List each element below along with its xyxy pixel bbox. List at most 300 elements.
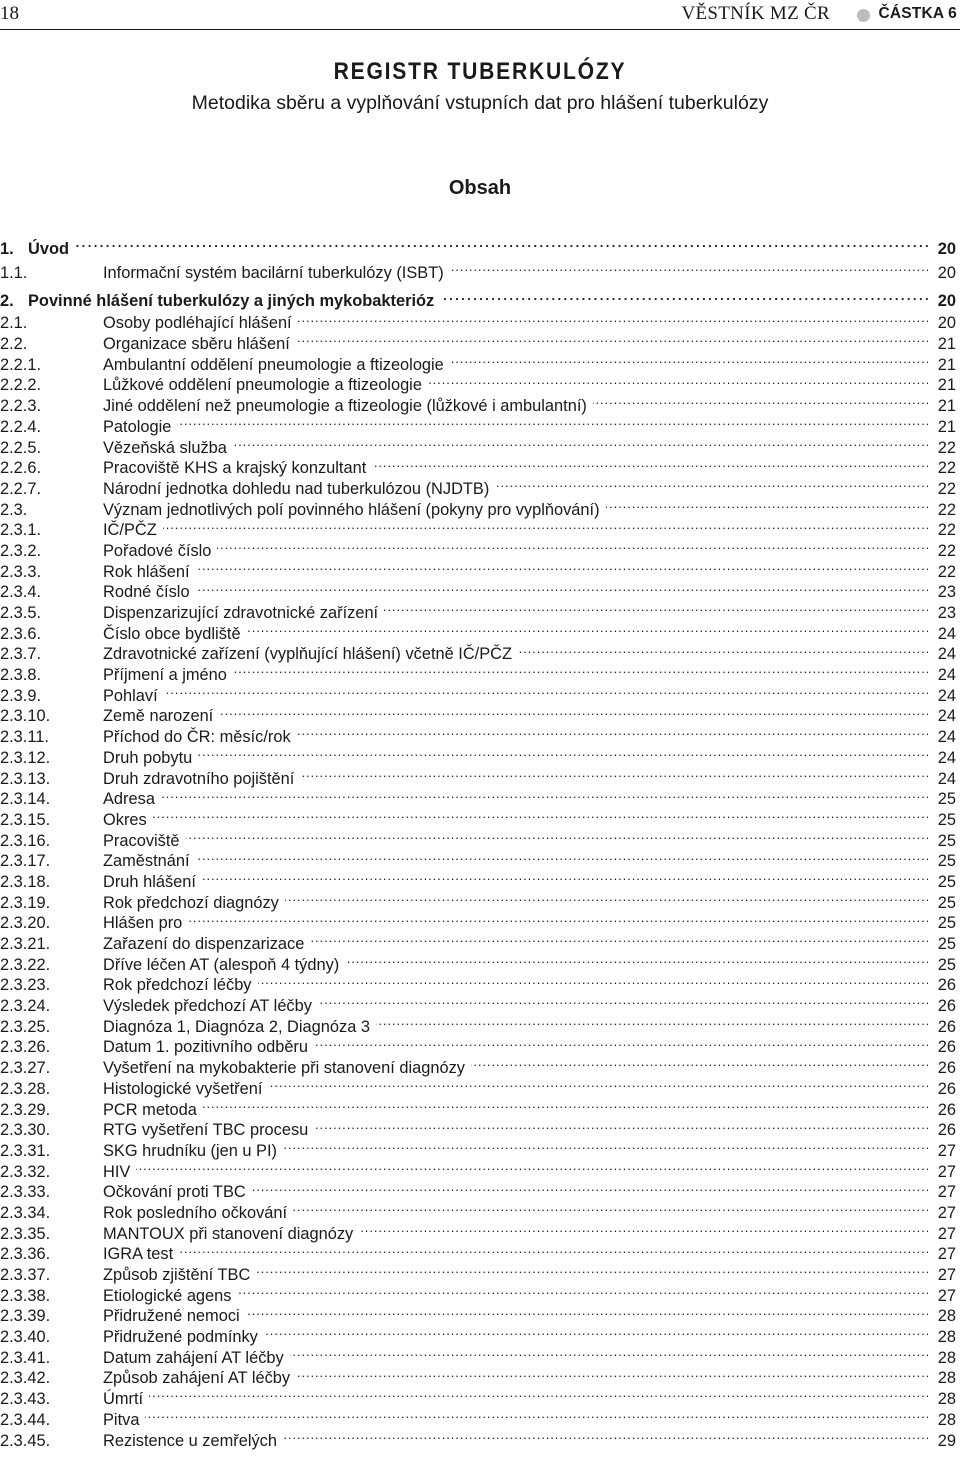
dot-leader xyxy=(252,1177,928,1198)
toc-entry-number: 2.3.8. xyxy=(0,666,42,685)
toc-entry-number: 2.3.16. xyxy=(0,831,51,850)
toc-entry-page: 28 xyxy=(937,1328,956,1347)
toc-entry-page: 27 xyxy=(937,1286,956,1305)
toc-entry-page: 25 xyxy=(937,810,956,829)
toc-entry-title: Význam jednotlivých polí povinného hlášení (pokyny pro vyplňování) xyxy=(103,500,600,519)
toc-entry-title: Způsob zahájení AT léčby xyxy=(103,1369,291,1388)
toc-entry-number: 2.2.7. xyxy=(0,479,42,498)
toc-entry[interactable] xyxy=(0,349,956,374)
toc-entry-title: Pořadové číslo xyxy=(103,541,212,560)
toc-entry-number: 2.3.31. xyxy=(0,1141,51,1160)
toc-entry-title: Hlášen pro xyxy=(103,914,183,933)
dot-leader xyxy=(217,535,928,556)
dot-leader xyxy=(372,453,928,474)
toc-entry-title: Patologie xyxy=(103,417,172,436)
toc-entry-title: Druh zdravotního pojištění xyxy=(103,769,295,788)
toc-entry-title: Osoby podléhající hlášení xyxy=(103,314,292,333)
toc-entry-number: 2.3.17. xyxy=(0,852,51,871)
toc-entry-number: 2.3.29. xyxy=(0,1100,51,1119)
toc-entry-title: Rok předchozí léčby xyxy=(103,976,252,995)
toc-entry-title: HIV xyxy=(103,1162,131,1181)
dot-leader xyxy=(450,257,928,278)
toc-entry-title: PCR metoda xyxy=(103,1100,197,1119)
toc-entry[interactable] xyxy=(0,970,956,995)
toc-entry-page: 25 xyxy=(937,831,956,850)
toc-entry[interactable] xyxy=(0,1280,956,1305)
toc-entry-page: 29 xyxy=(937,1431,956,1450)
toc-entry-title: Rodné číslo xyxy=(103,583,190,602)
toc-entry-number: 2.3. xyxy=(0,500,28,519)
table-of-contents xyxy=(0,233,956,1450)
toc-entry[interactable] xyxy=(0,1363,956,1388)
dot-leader xyxy=(606,494,928,515)
toc-entry-number: 2.3.1. xyxy=(0,521,42,540)
toc-entry-number: 2.3.33. xyxy=(0,1183,51,1202)
bullet-icon xyxy=(857,9,870,22)
dot-leader xyxy=(450,349,928,370)
toc-entry[interactable] xyxy=(0,1301,956,1326)
toc-entry-number: 2.3.22. xyxy=(0,955,51,974)
dot-leader xyxy=(296,328,928,349)
dot-leader xyxy=(163,515,928,536)
toc-entry-number: 2.3.5. xyxy=(0,604,42,622)
toc-entry-title: Okres xyxy=(103,810,147,829)
toc-entry-title: Zdravotnické zařízení (vyplňující hlášení) včetně IČ/PČZ xyxy=(103,645,513,664)
toc-entry-page: 21 xyxy=(937,335,956,354)
toc-entry-page: 24 xyxy=(937,666,956,685)
toc-entry[interactable] xyxy=(0,556,956,581)
toc-entry[interactable] xyxy=(0,1218,956,1243)
toc-entry[interactable] xyxy=(0,370,956,395)
dot-leader xyxy=(246,1301,928,1322)
toc-entry-page: 21 xyxy=(937,355,956,374)
toc-entry-page: 22 xyxy=(937,562,956,581)
dot-leader xyxy=(428,370,928,391)
toc-entry-title: Úvod xyxy=(28,239,69,258)
document-title: REGISTR TUBERKULÓZY xyxy=(333,58,627,85)
toc-entry-page: 25 xyxy=(937,935,956,953)
dot-leader xyxy=(440,286,928,307)
dot-leader xyxy=(164,680,928,701)
toc-entry[interactable] xyxy=(0,1052,956,1078)
document-subtitle: Metodika sběru a vyplňování vstupních dat pro hlášení tuberkulózy xyxy=(191,92,769,114)
toc-entry[interactable] xyxy=(0,1156,956,1181)
dot-leader xyxy=(318,990,928,1011)
dot-leader xyxy=(149,1383,928,1404)
dot-leader xyxy=(247,618,928,639)
toc-entry[interactable] xyxy=(0,1094,956,1119)
toc-entry[interactable] xyxy=(0,701,956,726)
toc-entry[interactable] xyxy=(0,597,956,622)
dot-leader xyxy=(314,1115,928,1136)
toc-entry-page: 22 xyxy=(937,541,956,560)
toc-entry[interactable] xyxy=(0,990,956,1016)
toc-entry-number: 2.3.34. xyxy=(0,1203,51,1222)
issue-label: ČÁSTKA 6 xyxy=(878,5,957,22)
toc-entry[interactable] xyxy=(0,1115,956,1140)
toc-entry[interactable] xyxy=(0,1239,956,1264)
toc-entry[interactable] xyxy=(0,473,956,498)
toc-entry-title: Lůžkové oddělení pneumologie a ftizeologie xyxy=(103,376,422,395)
toc-entry[interactable] xyxy=(0,1321,956,1347)
toc-entry-number: 2.3.39. xyxy=(0,1307,51,1326)
dot-leader xyxy=(290,1342,928,1363)
toc-entry-number: 2.3.6. xyxy=(0,624,42,643)
dot-leader xyxy=(518,639,928,660)
toc-entry-page: 24 xyxy=(937,624,956,643)
toc-entry-title: SKG hrudníku (jen u PI) xyxy=(103,1141,278,1160)
toc-entry-number: 2.3.18. xyxy=(0,872,51,891)
toc-entry-title: Vyšetření na mykobakterie při stanovení diagnózy xyxy=(103,1059,466,1078)
toc-entry[interactable] xyxy=(0,1383,956,1409)
toc-entry[interactable] xyxy=(0,453,956,478)
toc-entry-title: Organizace sběru hlášení xyxy=(103,335,290,354)
toc-entry-number: 2.3.7. xyxy=(0,645,42,664)
toc-entry[interactable] xyxy=(0,390,956,416)
toc-entry[interactable] xyxy=(0,257,956,282)
toc-entry-title: Přidružené nemoci xyxy=(103,1307,240,1326)
toc-entry-title: Národní jednotka dohledu nad tuberkulózou (NJDTB) xyxy=(103,479,490,498)
toc-entry-number: 2.3.44. xyxy=(0,1410,51,1429)
dot-leader xyxy=(198,742,928,763)
toc-entry-page: 26 xyxy=(937,1038,956,1057)
toc-entry[interactable] xyxy=(0,1197,956,1222)
dot-leader xyxy=(256,1259,928,1280)
toc-entry-title: Příjmení a jméno xyxy=(103,666,227,685)
toc-entry-number: 2.3.2. xyxy=(0,541,42,560)
toc-entry[interactable] xyxy=(0,763,956,788)
toc-entry-number: 1.1. xyxy=(0,263,28,282)
dot-leader xyxy=(300,763,928,784)
dot-leader xyxy=(153,804,928,825)
dot-leader xyxy=(186,825,928,846)
toc-entry[interactable] xyxy=(0,432,956,457)
toc-entry-page: 26 xyxy=(937,1121,956,1140)
toc-entry-number: 2.3.37. xyxy=(0,1266,51,1284)
toc-entry-page: 28 xyxy=(937,1348,956,1367)
dot-leader xyxy=(196,556,928,577)
dot-leader xyxy=(203,1094,928,1115)
toc-entry[interactable] xyxy=(0,1259,956,1284)
toc-entry-number: 2.3.32. xyxy=(0,1162,51,1181)
dot-leader xyxy=(283,1135,928,1156)
dot-leader xyxy=(219,701,928,722)
toc-entry[interactable] xyxy=(0,308,956,333)
toc-entry[interactable] xyxy=(0,825,956,850)
toc-entry-number: 2.3.19. xyxy=(0,893,51,912)
toc-entry-page: 21 xyxy=(937,397,956,416)
toc-entry-number: 2.3.11. xyxy=(0,728,49,747)
dot-leader xyxy=(145,1404,928,1425)
toc-entry-title: Datum 1. pozitivního odběru xyxy=(103,1038,309,1057)
toc-entry-number: 2.3.28. xyxy=(0,1079,51,1098)
toc-entry-page: 24 xyxy=(937,686,956,705)
toc-entry-title: Pitva xyxy=(103,1410,140,1429)
toc-entry-number: 2.3.20. xyxy=(0,914,51,933)
toc-entry-page: 23 xyxy=(937,604,956,622)
toc-entry-title: Rok posledního očkování xyxy=(103,1203,288,1222)
toc-entry-title: Informační systém bacilární tuberkulózy (ISBT) xyxy=(103,263,444,282)
toc-entry-page: 26 xyxy=(937,1100,956,1119)
dot-leader xyxy=(345,949,928,970)
toc-entry-page: 20 xyxy=(937,263,956,282)
toc-entry[interactable] xyxy=(0,680,956,705)
toc-entry-page: 26 xyxy=(937,976,956,995)
toc-entry-number: 2.3.38. xyxy=(0,1286,51,1305)
toc-entry-number: 2.3.45. xyxy=(0,1431,51,1450)
toc-entry-page: 24 xyxy=(937,728,956,747)
dot-leader xyxy=(359,1218,928,1239)
toc-entry-title: Pracoviště KHS a krajský konzultant xyxy=(103,459,367,478)
toc-entry-number: 2.3.35. xyxy=(0,1224,51,1243)
toc-entry-number: 2.2.2. xyxy=(0,376,42,395)
dot-leader xyxy=(298,308,928,329)
toc-entry-number: 2.3.26. xyxy=(0,1038,51,1057)
toc-entry[interactable] xyxy=(0,949,956,974)
page-number: 18 xyxy=(0,3,19,24)
toc-entry-number: 2.2.4. xyxy=(0,417,42,436)
toc-entry[interactable] xyxy=(0,784,956,809)
toc-entry-number: 2.3.25. xyxy=(0,1017,51,1036)
running-header xyxy=(0,0,960,30)
toc-entry-number: 2.3.27. xyxy=(0,1059,51,1078)
toc-entry-page: 24 xyxy=(937,748,956,767)
dot-leader xyxy=(161,784,928,805)
toc-entry-page: 27 xyxy=(937,1245,956,1264)
dot-leader xyxy=(268,1073,928,1094)
toc-entry-number: 2.3.21. xyxy=(0,935,51,953)
toc-entry-title: Očkování proti TBC xyxy=(103,1183,246,1202)
dot-leader xyxy=(258,970,928,991)
toc-entry-title: Histologické vyšetření xyxy=(103,1079,263,1098)
toc-entry-page: 25 xyxy=(937,872,956,891)
toc-entry-title: Rezistence u zemřelých xyxy=(103,1431,277,1450)
toc-entry-page: 28 xyxy=(937,1390,956,1409)
toc-entry[interactable] xyxy=(0,1404,956,1429)
toc-entry-title: Druh pobytu xyxy=(103,748,193,767)
toc-entry-page: 27 xyxy=(937,1183,956,1202)
toc-entry[interactable] xyxy=(0,328,956,354)
toc-entry-page: 22 xyxy=(937,479,956,498)
toc-entry-page: 25 xyxy=(937,790,956,809)
toc-entry-title: Pracoviště xyxy=(103,831,180,850)
dot-leader xyxy=(233,659,928,680)
toc-entry-number: 2.3.13. xyxy=(0,769,51,788)
toc-entry[interactable] xyxy=(0,515,956,540)
toc-entry[interactable] xyxy=(0,659,956,685)
toc-entry-page: 28 xyxy=(937,1307,956,1326)
dot-leader xyxy=(283,1425,928,1446)
toc-entry-number: 2.3.9. xyxy=(0,686,42,705)
toc-entry-number: 2.3.41. xyxy=(0,1348,51,1367)
toc-entry-title: Příchod do ČR: měsíc/rok xyxy=(103,728,291,747)
toc-entry-page: 24 xyxy=(937,769,956,788)
dot-leader xyxy=(376,1011,928,1032)
toc-entry-title: Dříve léčen AT (alespoň 4 týdny) xyxy=(103,955,340,974)
toc-entry-number: 2.2.3. xyxy=(0,397,42,416)
toc-entry-number: 2.3.23. xyxy=(0,976,51,995)
toc-entry[interactable] xyxy=(0,286,956,311)
toc-entry[interactable] xyxy=(0,1032,956,1057)
toc-entry-title: Druh hlášení xyxy=(103,872,196,891)
toc-entry-number: 2.3.14. xyxy=(0,790,51,809)
toc-entry-title: IČ/PČZ xyxy=(103,521,157,540)
toc-entry-number: 2.1. xyxy=(0,314,28,333)
dot-leader xyxy=(196,846,928,867)
toc-entry-number: 2.3.15. xyxy=(0,810,51,829)
toc-entry-page: 26 xyxy=(937,997,956,1016)
toc-entry-title: Adresa xyxy=(103,790,155,809)
journal-name: VĚSTNÍK MZ ČR xyxy=(681,3,830,24)
toc-entry-page: 22 xyxy=(937,459,956,478)
toc-entry-page: 25 xyxy=(937,914,956,933)
toc-entry[interactable] xyxy=(0,494,956,519)
toc-entry-title: Způsob zjištění TBC xyxy=(103,1266,251,1284)
toc-entry-number: 2.3.36. xyxy=(0,1245,51,1264)
toc-entry[interactable] xyxy=(0,866,956,891)
toc-entry-title: Rok předchozí diagnózy xyxy=(103,893,279,912)
dot-leader xyxy=(237,1280,928,1301)
toc-entry-title: MANTOUX při stanovení diagnózy xyxy=(103,1224,354,1243)
toc-entry-title: Etiologické agens xyxy=(103,1286,232,1305)
toc-entry-page: 22 xyxy=(937,438,956,457)
dot-leader xyxy=(264,1321,928,1342)
toc-entry-page: 24 xyxy=(937,645,956,664)
dot-leader xyxy=(297,721,928,742)
toc-entry-number: 2. xyxy=(0,292,14,311)
dot-leader xyxy=(136,1156,928,1177)
toc-entry[interactable] xyxy=(0,928,956,953)
toc-entry-title: Výsledek předchozí AT léčby xyxy=(103,997,312,1016)
toc-entry-number: 2.2.6. xyxy=(0,459,42,478)
dot-leader xyxy=(293,1197,928,1218)
toc-entry-page: 26 xyxy=(937,1059,956,1078)
toc-entry-page: 25 xyxy=(937,893,956,912)
toc-entry[interactable] xyxy=(0,411,956,436)
toc-entry-page: 28 xyxy=(937,1410,956,1429)
toc-entry-page: 26 xyxy=(937,1017,956,1036)
toc-entry-title: Zařazení do dispenzarizace xyxy=(103,935,305,953)
toc-entry[interactable] xyxy=(0,1425,956,1450)
toc-entry-title: Zaměstnání xyxy=(103,852,190,871)
toc-entry[interactable] xyxy=(0,742,956,767)
toc-entry[interactable] xyxy=(0,577,956,602)
toc-entry-number: 2.3.42. xyxy=(0,1369,51,1388)
toc-entry-page: 28 xyxy=(937,1369,956,1388)
toc-entry-title: Přidružené podmínky xyxy=(103,1328,258,1347)
toc-entry-title: Pohlaví xyxy=(103,686,158,705)
toc-entry-title: Úmrtí xyxy=(103,1390,144,1409)
toc-entry-number: 2.2. xyxy=(0,335,28,354)
toc-entry[interactable] xyxy=(0,618,956,643)
dot-leader xyxy=(593,390,928,411)
toc-entry-number: 2.3.24. xyxy=(0,997,51,1016)
toc-entry[interactable] xyxy=(0,887,956,912)
toc-entry-page: 27 xyxy=(937,1141,956,1160)
toc-entry[interactable] xyxy=(0,1073,956,1098)
dot-leader xyxy=(384,597,928,618)
toc-entry-title: Diagnóza 1, Diagnóza 2, Diagnóza 3 xyxy=(103,1017,370,1036)
toc-entry-page: 27 xyxy=(937,1266,956,1284)
dot-leader xyxy=(285,887,928,908)
toc-entry[interactable] xyxy=(0,721,956,747)
toc-entry-title: Datum zahájení AT léčby xyxy=(103,1348,284,1367)
toc-entry[interactable] xyxy=(0,233,956,257)
toc-entry-title: Číslo obce bydliště xyxy=(103,624,241,643)
toc-entry[interactable] xyxy=(0,846,956,871)
dot-leader xyxy=(471,1052,928,1073)
toc-entry-number: 2.3.30. xyxy=(0,1121,51,1140)
toc-entry-number: 2.3.12. xyxy=(0,748,51,767)
toc-entry-number: 2.3.3. xyxy=(0,562,42,581)
toc-entry-number: 2.2.5. xyxy=(0,438,42,457)
toc-entry-number: 2.3.43. xyxy=(0,1390,51,1409)
dot-leader xyxy=(188,908,928,929)
toc-entry-title: IGRA test xyxy=(103,1245,174,1264)
toc-entry-title: Jiné oddělení než pneumologie a ftizeologie (lůžkové i ambulantní) xyxy=(103,397,587,416)
toc-heading: Obsah xyxy=(448,177,512,199)
toc-entry-page: 27 xyxy=(937,1203,956,1222)
toc-entry-page: 25 xyxy=(937,852,956,871)
header-divider xyxy=(0,29,960,30)
dot-leader xyxy=(495,473,928,494)
toc-entry-page: 24 xyxy=(937,707,956,726)
toc-entry-page: 26 xyxy=(937,1079,956,1098)
dot-leader xyxy=(202,866,928,887)
toc-entry-title: Dispenzarizující zdravotnické zařízení xyxy=(103,604,379,622)
toc-entry[interactable] xyxy=(0,639,956,664)
toc-entry-number: 2.3.4. xyxy=(0,583,42,602)
toc-entry[interactable] xyxy=(0,908,956,933)
dot-leader xyxy=(233,432,928,453)
dot-leader xyxy=(314,1032,928,1053)
toc-entry-page: 27 xyxy=(937,1224,956,1243)
toc-entry-number: 2.2.1. xyxy=(0,355,42,374)
toc-entry-number: 1. xyxy=(0,239,14,258)
toc-entry-title: Vězeňská služba xyxy=(103,438,227,457)
toc-entry-page: 21 xyxy=(937,417,956,436)
toc-entry-title: RTG vyšetření TBC procesu xyxy=(103,1121,309,1140)
toc-entry-page: 22 xyxy=(937,521,956,540)
dot-leader xyxy=(177,411,928,432)
dot-leader xyxy=(75,233,928,254)
toc-entry-title: Povinné hlášení tuberkulózy a jiných mykobakterióz xyxy=(28,292,435,311)
toc-entry[interactable] xyxy=(0,1177,956,1202)
toc-entry-page: 21 xyxy=(937,376,956,395)
dot-leader xyxy=(196,577,928,598)
toc-entry-page: 22 xyxy=(937,500,956,519)
toc-entry-page: 25 xyxy=(937,955,956,974)
dot-leader xyxy=(179,1239,928,1260)
toc-entry-page: 20 xyxy=(937,292,956,311)
dot-leader xyxy=(310,928,928,949)
toc-entry[interactable] xyxy=(0,1011,956,1036)
toc-entry[interactable] xyxy=(0,1342,956,1367)
toc-entry[interactable] xyxy=(0,804,956,829)
toc-entry-number: 2.3.10. xyxy=(0,707,51,726)
toc-entry-title: Země narození xyxy=(103,707,214,726)
toc-entry-page: 20 xyxy=(937,314,956,333)
toc-entry-page: 27 xyxy=(937,1162,956,1181)
toc-entry-title: Ambulantní oddělení pneumologie a ftizeologie xyxy=(103,355,444,374)
toc-entry-title: Rok hlášení xyxy=(103,562,190,581)
toc-entry-number: 2.3.40. xyxy=(0,1328,51,1347)
toc-entry[interactable] xyxy=(0,1135,956,1160)
toc-entry-page: 23 xyxy=(937,583,956,602)
dot-leader xyxy=(296,1363,928,1384)
toc-entry-page: 20 xyxy=(937,239,956,258)
toc-entry[interactable] xyxy=(0,535,956,560)
